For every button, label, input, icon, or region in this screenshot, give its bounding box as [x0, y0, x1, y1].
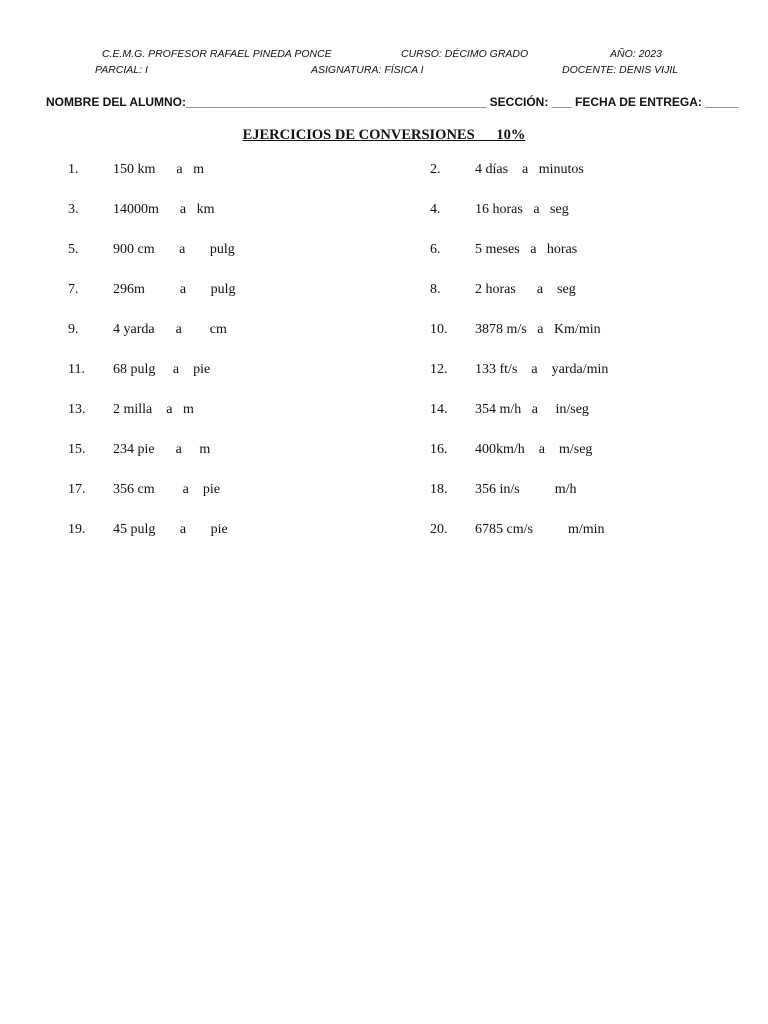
exercise-number: 2. [430, 162, 441, 177]
exercise-number: 6. [430, 242, 441, 257]
student-info-line: NOMBRE DEL ALUMNO:_____________________________________________ SECCIÓN: ___ FECHA DE ENTREGA: _____ [46, 95, 739, 109]
worksheet-title-text: EJERCICIOS DE CONVERSIONES 10% [242, 127, 526, 143]
partial-label: PARCIAL: I [95, 64, 148, 76]
year-label: AÑO: 2023 [610, 48, 662, 60]
exercise-text: 2 horas a seg [475, 282, 576, 297]
exercise-text: 3878 m/s a Km/min [475, 322, 601, 337]
exercise-text: 296m a pulg [113, 282, 236, 297]
exercise-number: 14. [430, 402, 448, 417]
subject-label: ASIGNATURA: FÍSICA I [311, 64, 424, 76]
exercise-text: 16 horas a seg [475, 202, 569, 217]
exercise-number: 9. [68, 322, 79, 337]
exercise-number: 1. [68, 162, 79, 177]
exercise-text: 45 pulg a pie [113, 522, 228, 537]
exercise-text: 356 cm a pie [113, 482, 220, 497]
exercise-number: 19. [68, 522, 86, 537]
exercise-number: 7. [68, 282, 79, 297]
exercise-number: 13. [68, 402, 86, 417]
exercise-text: 68 pulg a pie [113, 362, 211, 377]
exercise-text: 150 km a m [113, 162, 204, 177]
exercise-text: 354 m/h a in/seg [475, 402, 589, 417]
exercise-text: 4 días a minutos [475, 162, 584, 177]
exercise-text: 5 meses a horas [475, 242, 578, 257]
exercise-number: 3. [68, 202, 79, 217]
exercise-number: 5. [68, 242, 79, 257]
exercise-number: 4. [430, 202, 441, 217]
exercise-text: 133 ft/s a yarda/min [475, 362, 609, 377]
exercise-text: 2 milla a m [113, 402, 194, 417]
exercise-number: 17. [68, 482, 86, 497]
exercise-text: 356 in/s m/h [475, 482, 577, 497]
exercise-number: 20. [430, 522, 448, 537]
exercise-text: 900 cm a pulg [113, 242, 235, 257]
exercise-text: 234 pie a m [113, 442, 211, 457]
teacher-label: DOCENTE: DENIS VIJIL [562, 64, 679, 76]
exercise-number: 18. [430, 482, 448, 497]
exercise-number: 12. [430, 362, 448, 377]
exercise-text: 14000m a km [113, 202, 215, 217]
school-name: C.E.M.G. PROFESOR RAFAEL PINEDA PONCE [102, 48, 332, 60]
exercise-number: 16. [430, 442, 448, 457]
exercise-number: 11. [68, 362, 85, 377]
exercise-text: 400km/h a m/seg [475, 442, 593, 457]
exercise-text: 4 yarda a cm [113, 322, 227, 337]
exercise-number: 10. [430, 322, 448, 337]
exercise-number: 8. [430, 282, 441, 297]
worksheet-title [0, 127, 768, 144]
course-label: CURSO: DÉCIMO GRADO [401, 48, 529, 60]
exercise-number: 15. [68, 442, 86, 457]
exercise-text: 6785 cm/s m/min [475, 522, 605, 537]
